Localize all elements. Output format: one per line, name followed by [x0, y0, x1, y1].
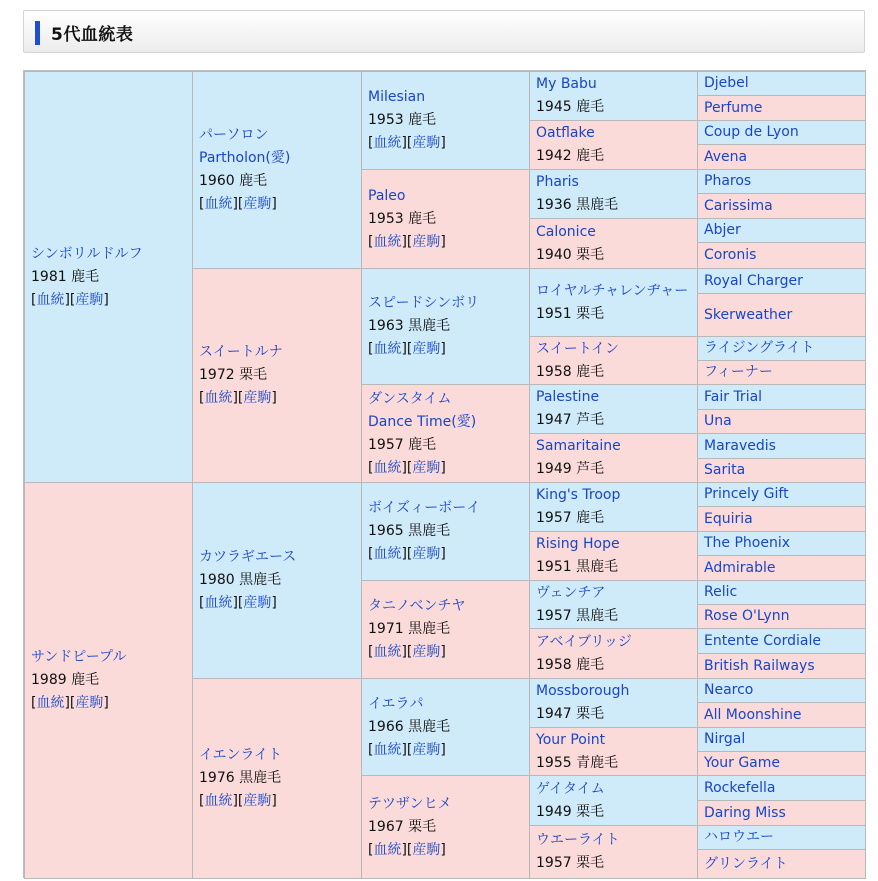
horse-name-link[interactable]: My Babu — [536, 76, 597, 92]
pedigree-cell-gen4 — [529, 120, 698, 170]
horse-name-link[interactable]: スイートルナ — [199, 344, 283, 360]
pedigree-cell-gen5 — [697, 482, 866, 507]
horse-name-link[interactable]: カツラギエース — [199, 549, 297, 565]
pedigree-cell-gen3 — [361, 71, 530, 170]
pedigree-cell-gen4 — [529, 384, 698, 434]
horse-name-link[interactable]: フィーナー — [704, 364, 773, 380]
horse-info: 1942 鹿毛 — [536, 148, 605, 164]
bracket: [ — [31, 695, 37, 711]
horse-name-link[interactable]: Milesian — [368, 89, 426, 105]
horse-name-link[interactable]: Carissima — [704, 197, 773, 214]
horse-name-link[interactable]: イエンライト — [199, 747, 283, 763]
progeny-link[interactable]: 産駒 — [243, 390, 272, 406]
progeny-link[interactable]: 産駒 — [243, 793, 272, 809]
horse-name-link[interactable]: Fair Trial — [704, 388, 763, 405]
progeny-link[interactable]: 産駒 — [412, 341, 441, 357]
pedigree-cell-gen4 — [529, 727, 698, 776]
horse-name-link[interactable]: ウエーライト — [536, 832, 620, 848]
horse-name-link[interactable]: Sarita — [704, 462, 746, 478]
pedigree-cell-gen4 — [529, 218, 698, 269]
pedigree-cell-gen3 — [361, 268, 530, 385]
progeny-link[interactable]: 産駒 — [412, 135, 441, 151]
pedigree-cell-gen4 — [529, 628, 698, 679]
horse-info: 1957 鹿毛 — [536, 510, 605, 526]
bracket: ] — [440, 341, 446, 357]
horse-name-link[interactable]: Rockefella — [704, 779, 776, 796]
bracket: ] — [440, 233, 446, 250]
pedigree-cell-gen5 — [697, 120, 866, 145]
horse-name-link[interactable]: パーソロン — [199, 127, 269, 143]
horse-info: 1972 栗毛 — [199, 367, 268, 383]
bracket: ][ — [232, 196, 244, 212]
bracket: [ — [199, 196, 205, 212]
progeny-link[interactable]: 産駒 — [243, 595, 272, 611]
horse-name-link[interactable]: Mossborough — [536, 683, 630, 699]
pedigree-link[interactable]: 血統 — [373, 741, 402, 758]
bracket: ][ — [64, 695, 76, 711]
progeny-link[interactable]: 産駒 — [412, 841, 441, 858]
pedigree-link[interactable]: 血統 — [204, 595, 233, 611]
horse-name-link[interactable]: Maravedis — [704, 437, 776, 454]
bracket: ] — [440, 741, 446, 758]
horse-links — [31, 289, 186, 312]
horse-name-link[interactable]: ライジングライト — [704, 340, 815, 356]
pedigree-cell-gen5 — [697, 604, 866, 629]
pedigree-link[interactable]: 血統 — [373, 135, 402, 151]
horse-name-link[interactable]: Admirable — [704, 559, 776, 576]
horse-links — [368, 338, 523, 361]
pedigree-cell-gen5 — [697, 169, 866, 194]
horse-name-link[interactable]: グリンライト — [704, 855, 788, 872]
horse-alt-name-link[interactable]: Partholon(愛) — [199, 150, 291, 166]
horse-name-link[interactable]: ボイズィーボーイ — [368, 500, 481, 516]
horse-info: 1947 栗毛 — [536, 706, 605, 722]
horse-name-link[interactable]: Calonice — [536, 223, 596, 240]
pedigree-cell-gen5 — [697, 458, 866, 483]
horse-info: 1965 黒鹿毛 — [368, 523, 451, 539]
pedigree-cell-gen4 — [529, 825, 698, 879]
horse-name-link[interactable]: アベイブリッジ — [536, 633, 632, 650]
horse-info: 1981 鹿毛 — [31, 268, 100, 285]
pedigree-cell-gen2 — [192, 482, 362, 679]
bracket: [ — [199, 595, 205, 611]
horse-name-link[interactable]: Samaritaine — [536, 438, 621, 454]
pedigree-cell-gen5 — [697, 580, 866, 605]
horse-info: 1945 鹿毛 — [536, 99, 605, 115]
horse-links — [199, 193, 355, 216]
pedigree-cell-gen1 — [24, 482, 193, 879]
pedigree-cell-gen5 — [697, 384, 866, 410]
pedigree-cell-gen5 — [697, 71, 866, 96]
horse-name-link[interactable]: Rising Hope — [536, 536, 620, 552]
bracket: ] — [103, 291, 109, 308]
horse-name-link[interactable]: Coup de Lyon — [704, 124, 799, 140]
horse-info: 1976 黒鹿毛 — [199, 770, 282, 786]
bracket: [ — [368, 341, 374, 357]
pedigree-link[interactable]: 血統 — [36, 695, 65, 711]
horse-info: 1951 黒鹿毛 — [536, 559, 619, 575]
horse-links — [199, 592, 355, 615]
horse-name-link[interactable]: The Phoenix — [704, 535, 791, 551]
horse-name-link[interactable]: Nirgal — [704, 731, 746, 747]
bracket: [ — [199, 390, 205, 406]
bracket: [ — [368, 741, 374, 758]
horse-alt-name-link[interactable]: Dance Time(愛) — [368, 413, 477, 430]
bracket: ][ — [232, 390, 244, 406]
pedigree-link[interactable]: 血統 — [204, 793, 233, 809]
pedigree-cell-gen4 — [529, 531, 698, 581]
pedigree-cell-gen5 — [697, 751, 866, 776]
horse-name-link[interactable]: Perfume — [704, 99, 763, 116]
horse-info: 1951 栗毛 — [536, 305, 605, 322]
pedigree-cell-gen3 — [361, 580, 530, 679]
pedigree-cell-gen5 — [697, 242, 866, 269]
horse-name-link[interactable]: スイートイン — [536, 340, 620, 357]
pedigree-cell-gen4 — [529, 580, 698, 629]
pedigree-cell-gen3 — [361, 678, 530, 776]
pedigree-cell-gen5 — [697, 506, 866, 532]
horse-links — [368, 132, 523, 155]
pedigree-link[interactable]: 血統 — [204, 196, 233, 212]
horse-name-link[interactable]: Una — [704, 413, 732, 429]
pedigree-cell-gen5 — [697, 775, 866, 801]
horse-name-link[interactable]: Equiria — [704, 510, 753, 527]
horse-links — [368, 641, 523, 664]
horse-info: 1971 黒鹿毛 — [368, 621, 451, 637]
progeny-link[interactable]: 産駒 — [243, 196, 272, 212]
bracket: ][ — [232, 793, 244, 809]
bracket: ] — [440, 135, 446, 151]
bracket: ][ — [401, 341, 413, 357]
horse-links — [199, 790, 355, 813]
progeny-link[interactable]: 産駒 — [412, 459, 441, 476]
horse-name-link[interactable]: All Moonshine — [704, 706, 802, 723]
horse-name-link[interactable]: ヴェンチア — [536, 584, 606, 601]
bracket: ][ — [401, 135, 413, 151]
horse-name-link[interactable]: Pharis — [536, 174, 579, 190]
horse-info: 1953 鹿毛 — [368, 112, 437, 128]
pedigree-cell-gen1 — [24, 71, 193, 483]
horse-links — [368, 839, 523, 862]
horse-name-link[interactable]: Skerweather — [704, 306, 793, 323]
horse-info: 1957 黒鹿毛 — [536, 607, 619, 624]
horse-info: 1940 栗毛 — [536, 246, 605, 263]
bracket: ][ — [401, 841, 413, 858]
pedigree-cell-gen5 — [697, 849, 866, 879]
horse-name-link[interactable]: シンボリルドルフ — [31, 245, 143, 262]
horse-info: 1955 青鹿毛 — [536, 754, 619, 771]
pedigree-cell-gen2 — [192, 268, 362, 483]
pedigree-cell-gen5 — [697, 193, 866, 219]
horse-name-link[interactable]: Abjer — [704, 222, 741, 238]
bracket: ][ — [64, 291, 76, 308]
progeny-link[interactable]: 産駒 — [412, 546, 441, 562]
pedigree-link[interactable]: 血統 — [373, 546, 402, 562]
bracket: ] — [440, 546, 446, 562]
pedigree-cell-gen5 — [697, 360, 866, 385]
horse-name-link[interactable]: Rose O'Lynn — [704, 608, 790, 624]
pedigree-cell-gen3 — [361, 775, 530, 879]
bracket: ][ — [401, 546, 413, 562]
horse-name-link[interactable]: Oatflake — [536, 125, 595, 141]
pedigree-cell-gen5 — [697, 727, 866, 752]
pedigree-cell-gen5 — [697, 825, 866, 850]
pedigree-cell-gen4 — [529, 268, 698, 337]
pedigree-cell-gen5 — [697, 555, 866, 581]
pedigree-cell-gen5 — [697, 409, 866, 434]
horse-info: 1957 鹿毛 — [368, 436, 437, 453]
progeny-link[interactable]: 産駒 — [75, 291, 104, 308]
pedigree-cell-gen4 — [529, 71, 698, 121]
progeny-link[interactable]: 産駒 — [75, 695, 104, 711]
bracket: [ — [368, 841, 374, 858]
bracket: ] — [271, 196, 277, 212]
horse-name-link[interactable]: Your Point — [536, 731, 606, 748]
horse-name-link[interactable]: Palestine — [536, 389, 600, 405]
horse-name-link[interactable]: Relic — [704, 584, 738, 600]
header-accent-bar — [35, 21, 40, 45]
horse-name-link[interactable]: Djebel — [704, 75, 749, 91]
horse-info: 1963 黒鹿毛 — [368, 318, 451, 334]
pedigree-cell-gen4 — [529, 482, 698, 532]
horse-name-link[interactable]: Entente Cordiale — [704, 632, 821, 649]
horse-info: 1967 栗毛 — [368, 818, 437, 835]
horse-info: 1953 鹿毛 — [368, 210, 437, 227]
bracket: ] — [271, 390, 277, 406]
bracket: ] — [440, 459, 446, 476]
horse-info: 1949 芦毛 — [536, 461, 605, 477]
horse-info: 1960 鹿毛 — [199, 173, 268, 189]
horse-links — [368, 231, 523, 254]
bracket: ][ — [232, 595, 244, 611]
horse-name-link[interactable]: Paleo — [368, 187, 406, 204]
pedigree-table — [23, 70, 866, 878]
pedigree-cell-gen5 — [697, 628, 866, 654]
bracket: ][ — [401, 233, 413, 250]
horse-name-link[interactable]: ゲイタイム — [536, 780, 605, 797]
bracket: [ — [368, 459, 374, 476]
horse-links — [368, 457, 523, 480]
horse-links — [368, 543, 523, 566]
bracket: [ — [368, 135, 374, 151]
pedigree-cell-gen5 — [697, 800, 866, 826]
horse-info: 1966 黒鹿毛 — [368, 718, 451, 735]
section-header — [23, 10, 865, 53]
progeny-link[interactable]: 産駒 — [412, 741, 441, 758]
pedigree-link[interactable]: 血統 — [373, 233, 402, 250]
pedigree-cell-gen5 — [697, 218, 866, 243]
bracket: ][ — [401, 741, 413, 758]
progeny-link[interactable]: 産駒 — [412, 644, 441, 660]
horse-name-link[interactable]: Coronis — [704, 247, 757, 263]
horse-name-link[interactable]: スピードシンボリ — [368, 295, 480, 311]
pedigree-cell-gen5 — [697, 702, 866, 728]
bracket: ] — [440, 841, 446, 858]
pedigree-cell-gen5 — [697, 268, 866, 294]
horse-name-link[interactable]: Nearco — [704, 682, 754, 698]
horse-info: 1989 鹿毛 — [31, 672, 100, 688]
bracket: ] — [271, 595, 277, 611]
horse-name-link[interactable]: ハロウエー — [704, 829, 774, 845]
pedigree-cell-gen4 — [529, 678, 698, 728]
horse-info: 1957 栗毛 — [536, 855, 605, 871]
horse-info: 1958 鹿毛 — [536, 656, 605, 673]
pedigree-link[interactable]: 血統 — [36, 291, 65, 308]
horse-name-link[interactable]: Your Game — [704, 755, 781, 771]
horse-name-link[interactable]: ロイヤルチャレンヂャー — [536, 282, 689, 299]
horse-name-link[interactable]: Daring Miss — [704, 804, 786, 821]
pedigree-cell-gen5 — [697, 95, 866, 121]
horse-name-link[interactable]: ダンスタイム — [368, 390, 452, 407]
pedigree-cell-gen4 — [529, 433, 698, 483]
bracket: ][ — [401, 459, 413, 476]
horse-name-link[interactable]: サンドピープル — [31, 649, 127, 665]
section-title: 5代血統表 — [51, 25, 134, 45]
pedigree-cell-gen2 — [192, 71, 362, 269]
pedigree-cell-gen4 — [529, 336, 698, 385]
horse-name-link[interactable]: イエラパ — [368, 695, 424, 712]
horse-name-link[interactable]: テツザンヒメ — [368, 795, 452, 812]
horse-info: 1958 鹿毛 — [536, 363, 605, 380]
pedigree-link[interactable]: 血統 — [373, 841, 402, 858]
horse-name-link[interactable]: Avena — [704, 148, 748, 165]
horse-links — [368, 739, 523, 762]
pedigree-link[interactable]: 血統 — [204, 390, 233, 406]
bracket: [ — [199, 793, 205, 809]
pedigree-link[interactable]: 血統 — [373, 341, 402, 357]
progeny-link[interactable]: 産駒 — [412, 233, 441, 250]
bracket: ] — [440, 644, 446, 660]
pedigree-cell-gen5 — [697, 653, 866, 679]
horse-info: 1949 栗毛 — [536, 803, 605, 820]
pedigree-cell-gen3 — [361, 169, 530, 269]
horse-name-link[interactable]: Princely Gift — [704, 486, 789, 502]
bracket: ][ — [401, 644, 413, 660]
bracket: [ — [368, 546, 374, 562]
pedigree-cell-gen5 — [697, 144, 866, 170]
horse-info: 1980 黒鹿毛 — [199, 572, 282, 588]
pedigree-cell-gen3 — [361, 482, 530, 581]
bracket: [ — [31, 291, 37, 308]
horse-info: 1936 黒鹿毛 — [536, 197, 619, 213]
pedigree-cell-gen3 — [361, 384, 530, 483]
horse-name-link[interactable]: Pharos — [704, 173, 752, 189]
horse-info: 1947 芦毛 — [536, 412, 605, 428]
pedigree-cell-gen2 — [192, 678, 362, 879]
pedigree-cell-gen4 — [529, 775, 698, 826]
pedigree-cell-gen5 — [697, 678, 866, 703]
pedigree-cell-gen5 — [697, 336, 866, 361]
bracket: ] — [271, 793, 277, 809]
horse-links — [199, 387, 355, 410]
bracket: [ — [368, 644, 374, 660]
horse-links — [31, 692, 186, 715]
pedigree-cell-gen5 — [697, 531, 866, 556]
horse-name-link[interactable]: British Railways — [704, 657, 815, 674]
pedigree-link[interactable]: 血統 — [373, 459, 402, 476]
bracket: ] — [103, 695, 109, 711]
horse-name-link[interactable]: Royal Charger — [704, 272, 803, 289]
horse-name-link[interactable]: King's Troop — [536, 487, 621, 503]
bracket: [ — [368, 233, 374, 250]
pedigree-cell-gen5 — [697, 293, 866, 337]
pedigree-cell-gen4 — [529, 169, 698, 219]
pedigree-link[interactable]: 血統 — [373, 644, 402, 660]
pedigree-cell-gen5 — [697, 433, 866, 459]
horse-name-link[interactable]: タニノベンチヤ — [368, 598, 466, 614]
